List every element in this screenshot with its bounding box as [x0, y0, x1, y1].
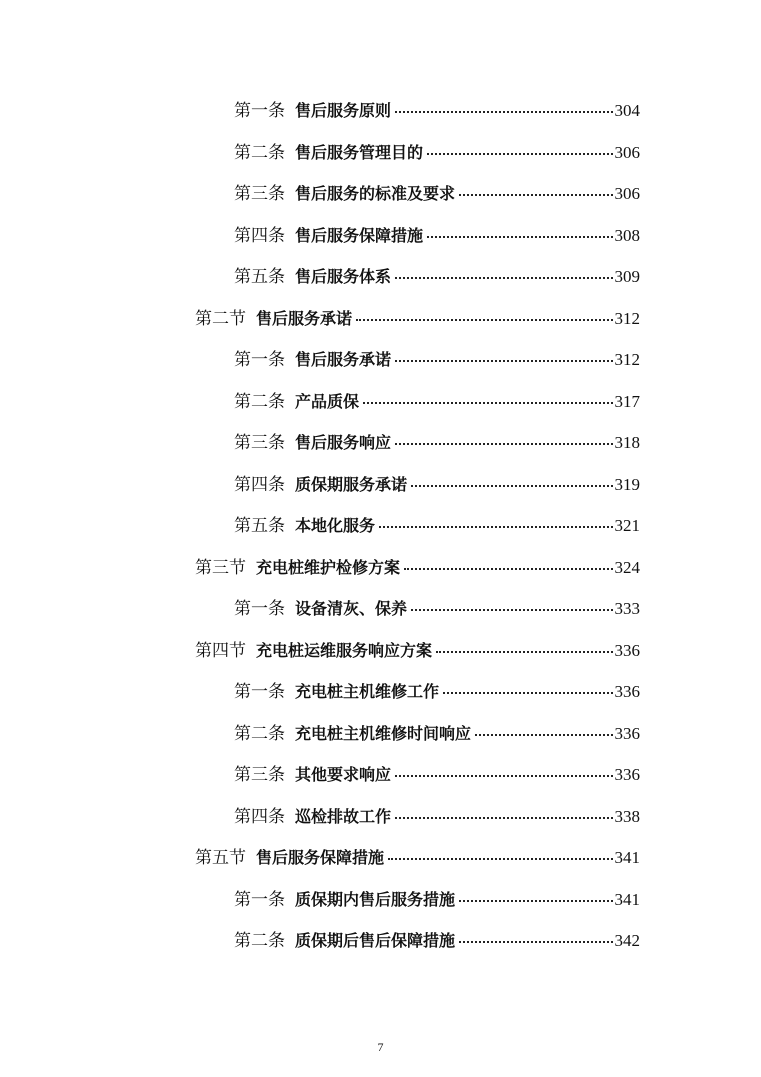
toc-entry-content — [234, 428, 640, 453]
toc-entry-number: 第二条 — [234, 931, 285, 952]
toc-entry-number: 第一条 — [234, 682, 285, 703]
toc-dot-leader — [475, 733, 612, 736]
toc-article-entry[interactable] — [0, 503, 761, 545]
toc-dot-leader — [395, 110, 612, 113]
toc-article-entry[interactable] — [0, 794, 761, 836]
toc-entry-content — [234, 96, 640, 121]
toc-article-entry[interactable] — [0, 88, 761, 130]
toc-entry-number: 第一条 — [234, 599, 285, 620]
toc-entry-page: 342 — [614, 931, 640, 951]
toc-entry-title: 设备清灰、保养 — [295, 599, 408, 619]
toc-entry-page: 306 — [614, 142, 640, 162]
toc-entry-number: 第四条 — [234, 474, 285, 495]
toc-entry-content — [234, 594, 640, 619]
toc-entry-number: 第二条 — [234, 142, 285, 163]
toc-entry-title: 售后服务原则 — [295, 101, 392, 121]
toc-entry-page: 341 — [614, 848, 640, 868]
toc-entry-number: 第四节 — [195, 640, 246, 661]
toc-entry-number: 第一条 — [234, 889, 285, 910]
toc-entry-title: 产品质保 — [295, 391, 360, 411]
toc-entry-number: 第五条 — [234, 516, 285, 537]
toc-entry-page: 309 — [614, 267, 640, 287]
toc-dot-leader — [395, 359, 612, 362]
toc-dot-leader — [388, 857, 612, 860]
toc-entry-content — [234, 179, 640, 204]
toc-section-entry[interactable] — [0, 545, 761, 587]
toc-article-entry[interactable] — [0, 462, 761, 504]
toc-entry-page: 308 — [614, 225, 640, 245]
toc-entry-number: 第一条 — [234, 101, 285, 122]
toc-dot-leader — [411, 608, 612, 611]
toc-entry-number: 第四条 — [234, 806, 285, 827]
toc-dot-leader — [395, 774, 612, 777]
toc-dot-leader — [356, 318, 612, 321]
toc-entry-content — [234, 262, 640, 287]
toc-entry-title: 充电桩主机维修工作 — [295, 682, 440, 702]
toc-entry-title: 售后服务保障措施 — [256, 848, 385, 868]
toc-entry-number: 第三条 — [234, 765, 285, 786]
toc-entry-page: 312 — [614, 308, 640, 328]
toc-entry-content — [234, 926, 640, 951]
toc-entry-title: 充电桩主机维修时间响应 — [295, 723, 472, 743]
toc-entry-content — [234, 387, 640, 412]
toc-entry-content — [195, 843, 640, 868]
toc-entry-page: 336 — [614, 640, 640, 660]
toc-article-entry[interactable] — [0, 213, 761, 255]
toc-section-entry[interactable] — [0, 628, 761, 670]
toc-dot-leader — [427, 235, 612, 238]
toc-dot-leader — [379, 525, 612, 528]
toc-entry-number: 第三节 — [195, 557, 246, 578]
toc-dot-leader — [395, 816, 612, 819]
toc-entry-page: 333 — [614, 599, 640, 619]
toc-entry-page: 338 — [614, 806, 640, 826]
toc-entry-number: 第五节 — [195, 848, 246, 869]
toc-entry-page: 336 — [614, 765, 640, 785]
toc-article-entry[interactable] — [0, 877, 761, 919]
toc-entry-title: 质保期服务承诺 — [295, 474, 408, 494]
toc-entry-content — [195, 553, 640, 578]
toc-article-entry[interactable] — [0, 420, 761, 462]
toc-article-entry[interactable] — [0, 586, 761, 628]
toc-entry-title: 其他要求响应 — [295, 765, 392, 785]
toc-dot-leader — [459, 899, 612, 902]
toc-section-entry[interactable] — [0, 296, 761, 338]
toc-dot-leader — [436, 650, 612, 653]
toc-entry-title: 充电桩运维服务响应方案 — [256, 640, 433, 660]
toc-entry-title: 售后服务响应 — [295, 433, 392, 453]
toc-entry-content — [234, 345, 640, 370]
toc-entry-content — [234, 511, 640, 536]
toc-dot-leader — [443, 691, 612, 694]
toc-entry-page: 318 — [614, 433, 640, 453]
toc-article-entry[interactable] — [0, 130, 761, 172]
toc-entry-content — [195, 636, 640, 661]
toc-dot-leader — [395, 442, 612, 445]
toc-article-entry[interactable] — [0, 379, 761, 421]
toc-entry-number: 第五条 — [234, 267, 285, 288]
toc-entry-content — [234, 802, 640, 827]
toc-entry-title: 售后服务管理目的 — [295, 142, 424, 162]
toc-entry-page: 341 — [614, 889, 640, 909]
toc-entry-number: 第二节 — [195, 308, 246, 329]
toc-entry-title: 售后服务保障措施 — [295, 225, 424, 245]
toc-entry-title: 质保期内售后服务措施 — [295, 889, 456, 909]
toc-article-entry[interactable] — [0, 171, 761, 213]
toc-dot-leader — [363, 401, 612, 404]
toc-article-entry[interactable] — [0, 918, 761, 960]
toc-entry-page: 312 — [614, 350, 640, 370]
toc-entry-title: 质保期后售后保障措施 — [295, 931, 456, 951]
toc-section-entry[interactable] — [0, 835, 761, 877]
toc-entry-content — [234, 677, 640, 702]
page-number: 7 — [377, 1040, 384, 1054]
toc-entry-title: 售后服务的标准及要求 — [295, 184, 456, 204]
toc-entry-content — [234, 470, 640, 495]
toc-dot-leader — [459, 940, 612, 943]
toc-article-entry[interactable] — [0, 752, 761, 794]
toc-dot-leader — [411, 484, 612, 487]
toc-entry-number: 第二条 — [234, 723, 285, 744]
toc-article-entry[interactable] — [0, 711, 761, 753]
toc-entry-content — [234, 719, 640, 744]
toc-dot-leader — [404, 567, 612, 570]
toc-entry-content — [195, 304, 640, 329]
toc-dot-leader — [395, 276, 612, 279]
toc-entry-title: 巡检排故工作 — [295, 806, 392, 826]
toc-entry-title: 售后服务体系 — [295, 267, 392, 287]
table-of-contents — [0, 88, 761, 960]
toc-entry-page: 304 — [614, 101, 640, 121]
toc-entry-content — [234, 221, 640, 246]
toc-entry-page: 336 — [614, 723, 640, 743]
toc-entry-title: 售后服务承诺 — [256, 308, 353, 328]
toc-entry-page: 336 — [614, 682, 640, 702]
toc-entry-number: 第四条 — [234, 225, 285, 246]
toc-entry-page: 324 — [614, 557, 640, 577]
toc-article-entry[interactable] — [0, 669, 761, 711]
toc-entry-number: 第三条 — [234, 433, 285, 454]
toc-entry-page: 317 — [614, 391, 640, 411]
toc-entry-title: 本地化服务 — [295, 516, 376, 536]
toc-article-entry[interactable] — [0, 254, 761, 296]
toc-entry-page: 321 — [614, 516, 640, 536]
toc-entry-number: 第一条 — [234, 350, 285, 371]
toc-entry-number: 第二条 — [234, 391, 285, 412]
toc-entry-title: 售后服务承诺 — [295, 350, 392, 370]
toc-entry-title: 充电桩维护检修方案 — [256, 557, 401, 577]
toc-entry-page: 306 — [614, 184, 640, 204]
toc-entry-number: 第三条 — [234, 184, 285, 205]
toc-dot-leader — [459, 193, 612, 196]
toc-entry-content — [234, 138, 640, 163]
toc-entry-page: 319 — [614, 474, 640, 494]
toc-article-entry[interactable] — [0, 337, 761, 379]
toc-entry-content — [234, 885, 640, 910]
toc-dot-leader — [427, 152, 612, 155]
toc-entry-content — [234, 760, 640, 785]
